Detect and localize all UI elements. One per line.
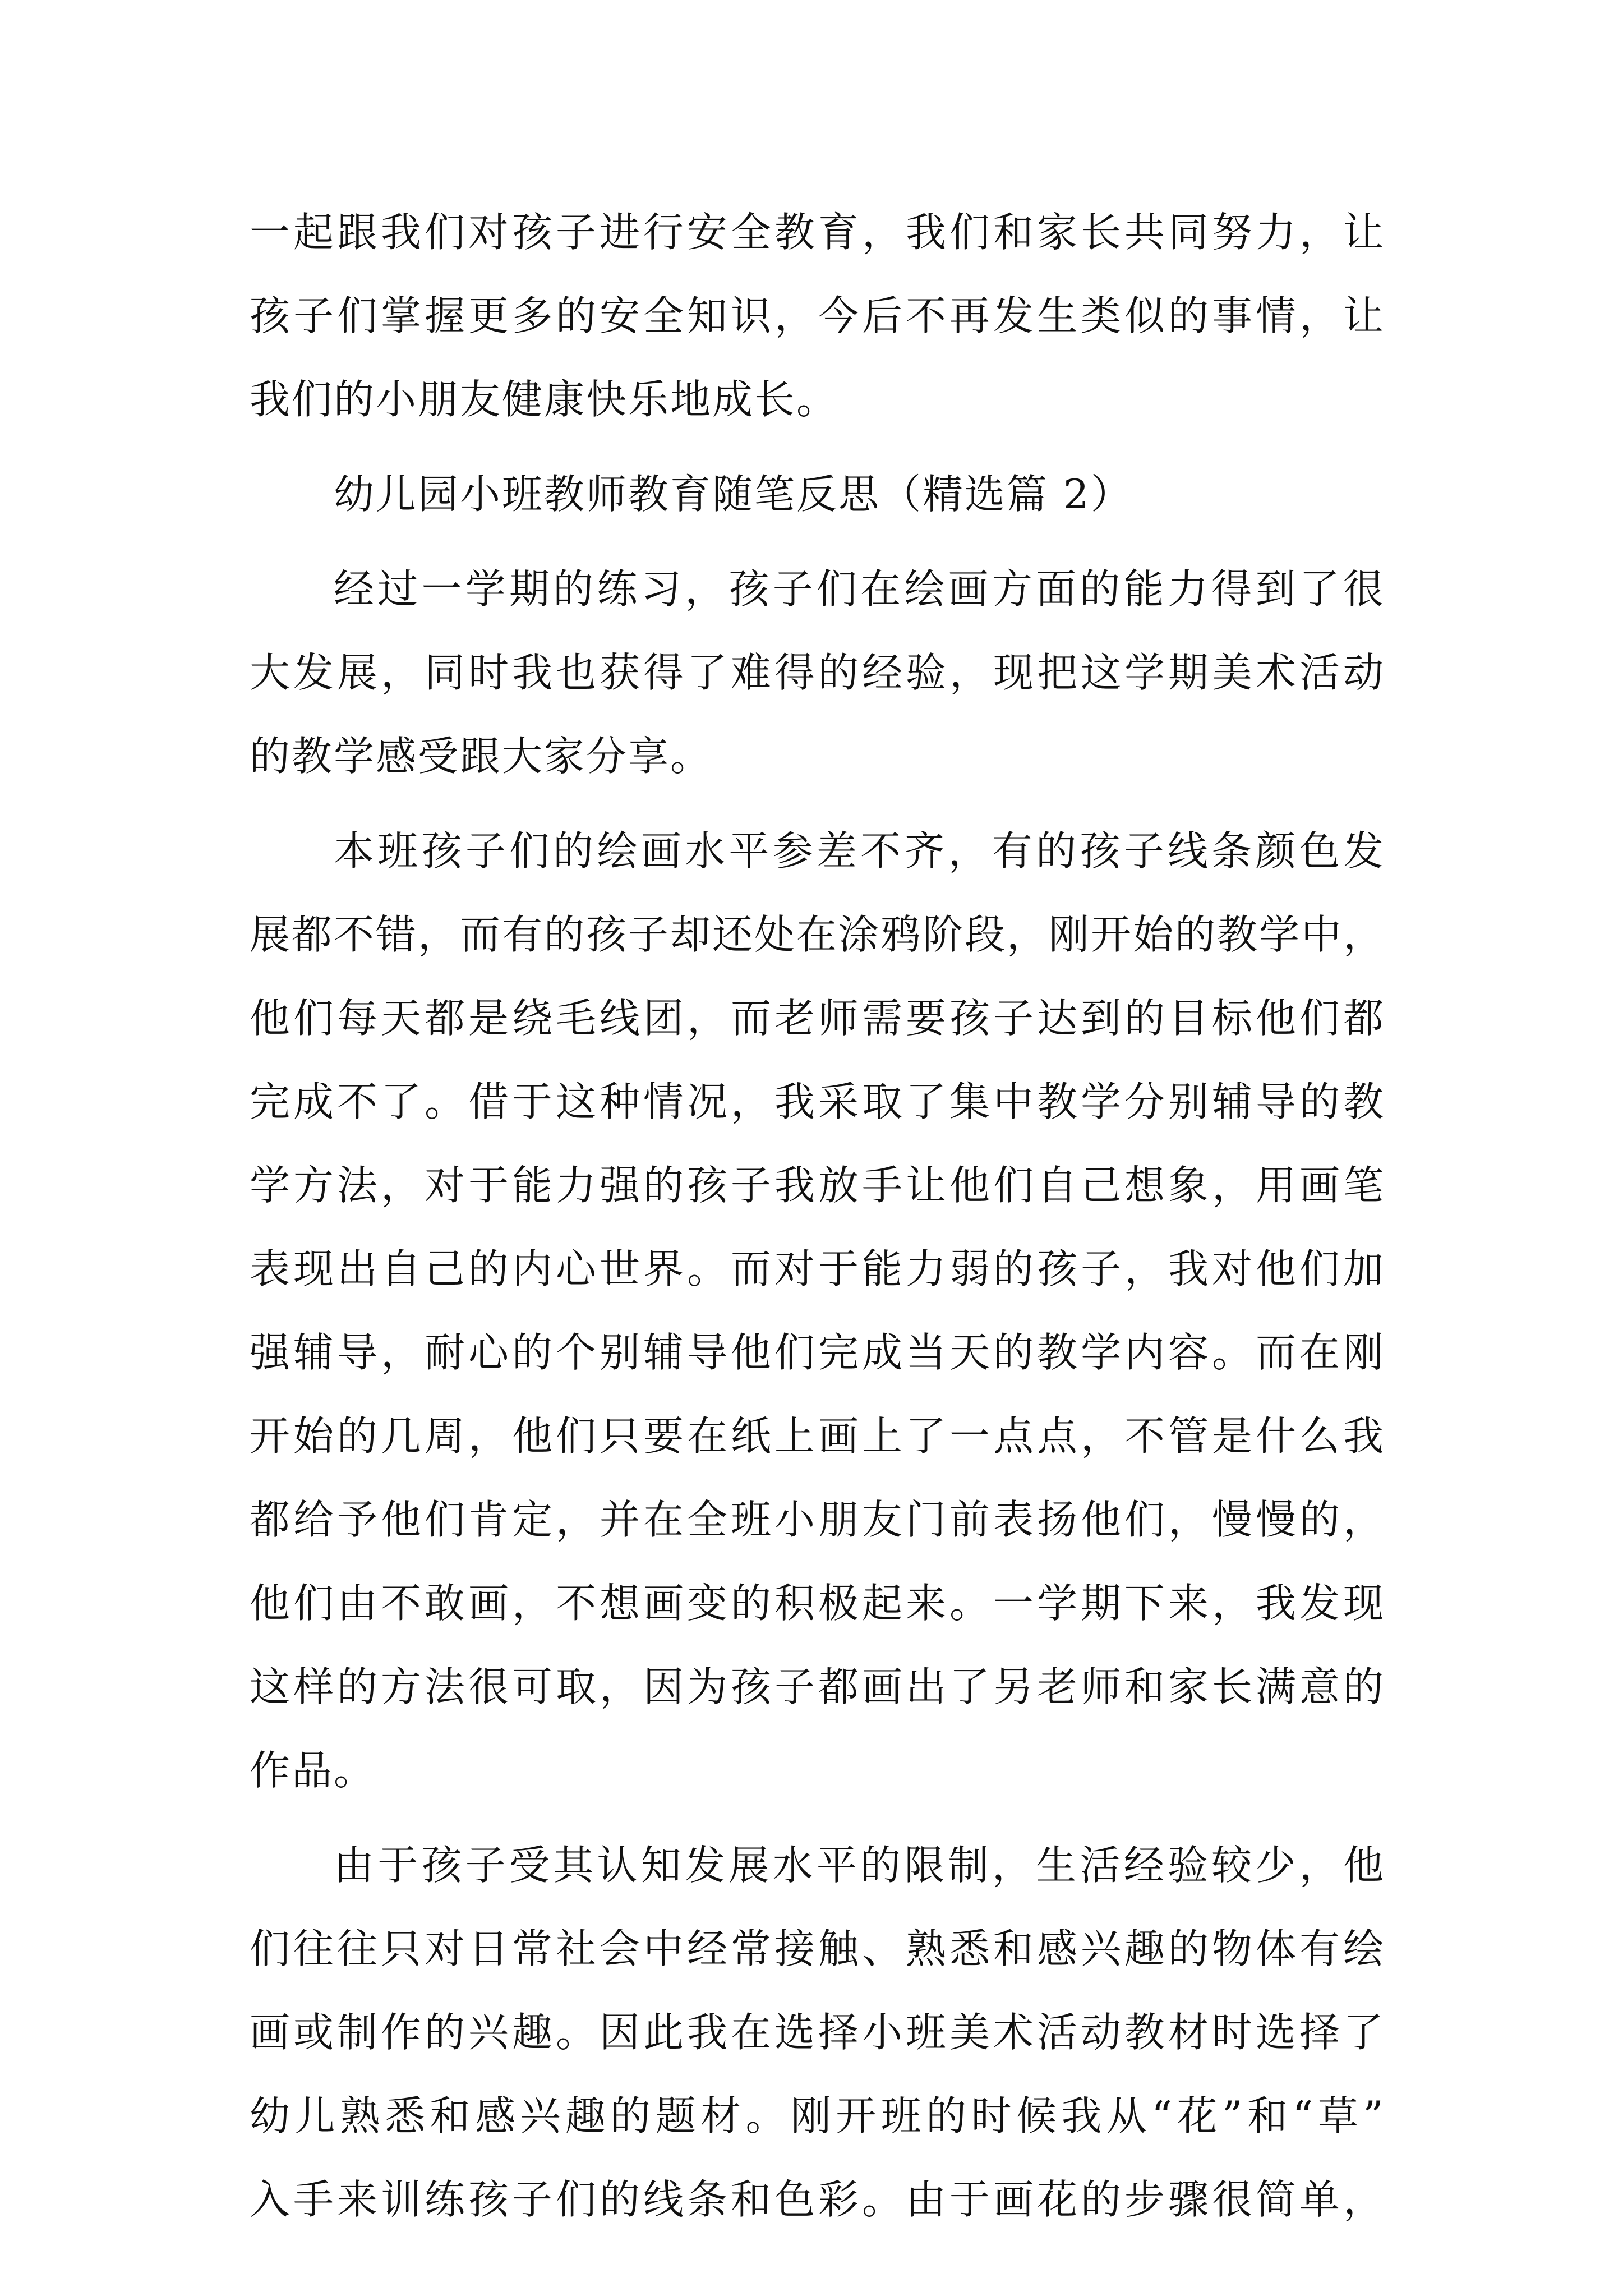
text-line: 他们由不敢画，不想画变的积极起来。一学期下来，我发现 (250, 1580, 1385, 1627)
paragraph-4 (250, 1824, 1385, 2242)
text-line: 我们的小朋友健康快乐地成长。 (250, 376, 839, 423)
text-line: 大发展，同时我也获得了难得的经验，现把这学期美术活动 (250, 649, 1385, 696)
text-line: 入手来训练孩子们的线条和色彩。由于画花的步骤很简单， (250, 2176, 1385, 2223)
text-line: 展都不错，而有的孩子却还处在涂鸦阶段，刚开始的教学中， (250, 911, 1385, 958)
document-body (250, 191, 1385, 2242)
text-line: 的教学感受跟大家分享。 (250, 733, 713, 780)
text-line: 画或制作的兴趣。因此我在选择小班美术活动教材时选择了 (250, 2009, 1385, 2056)
text-line: 这样的方法很可取，因为孩子都画出了另老师和家长满意的 (250, 1663, 1385, 1710)
text-line: 们往往只对日常社会中经常接触、熟悉和感兴趣的物体有绘 (250, 1925, 1385, 1972)
section-heading (250, 453, 1385, 536)
paragraph-2 (250, 547, 1385, 798)
text-line: 幼儿熟悉和感兴趣的题材。刚开班的时候我从“花”和“草” (250, 2092, 1385, 2139)
text-line: 强辅导，耐心的个别辅导他们完成当天的教学内容。而在刚 (250, 1329, 1385, 1376)
text-line: 开始的几周，他们只要在纸上画上了一点点，不管是什么我 (250, 1412, 1385, 1460)
text-line: 经过一学期的练习，孩子们在绘画方面的能力得到了很 (334, 565, 1385, 613)
text-line: 一起跟我们对孩子进行安全教育，我们和家长共同努力，让 (250, 209, 1385, 256)
text-line: 作品。 (250, 1747, 376, 1794)
paragraph-3 (250, 809, 1385, 1812)
text-line: 完成不了。借于这种情况，我采取了集中教学分别辅导的教 (250, 1078, 1385, 1125)
text-line: 表现出自己的内心世界。而对于能力弱的孩子，我对他们加 (250, 1245, 1385, 1292)
text-line: 学方法，对于能力强的孩子我放手让他们自己想象，用画笔 (250, 1162, 1385, 1209)
paragraph-1 (250, 191, 1385, 441)
text-line: 本班孩子们的绘画水平参差不齐，有的孩子线条颜色发 (334, 827, 1385, 875)
text-line: 孩子们掌握更多的安全知识，今后不再发生类似的事情，让 (250, 292, 1385, 339)
text-line: 都给予他们肯定，并在全班小朋友门前表扬他们，慢慢的， (250, 1496, 1385, 1543)
text-line: 由于孩子受其认知发展水平的限制，生活经验较少，他 (334, 1842, 1385, 1889)
heading-text: 幼儿园小班教师教育随笔反思（精选篇 2） (334, 471, 1133, 518)
text-line: 他们每天都是绕毛线团，而老师需要孩子达到的目标他们都 (250, 995, 1385, 1042)
